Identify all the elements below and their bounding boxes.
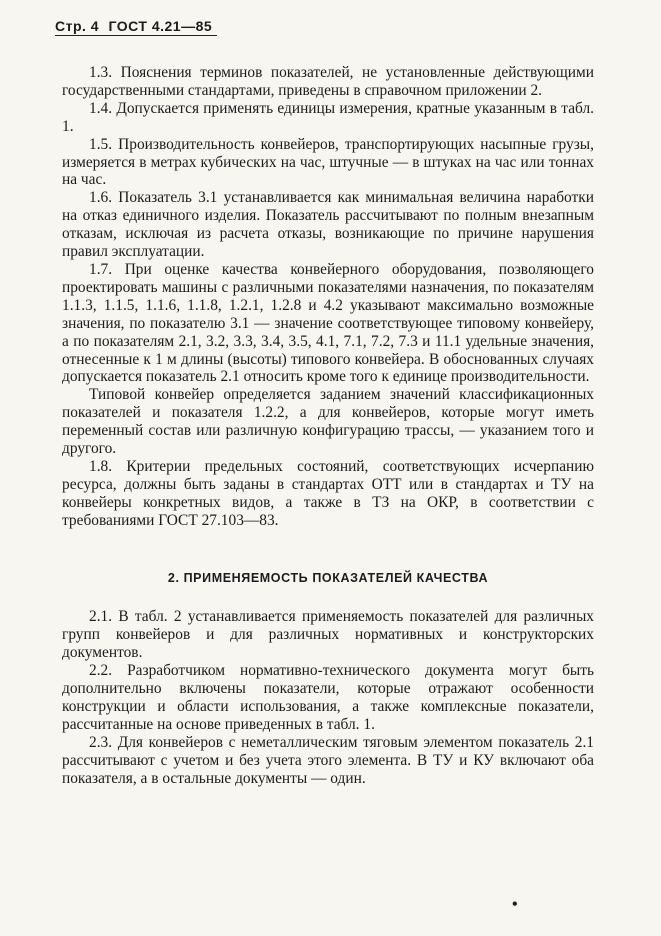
page-number: Стр. 4 xyxy=(55,18,100,34)
paragraph-1-5: 1.5. Производительность конвейеров, транспортирующих насыпные грузы, измеряется в метрах кубических на час, штучные — в штуках на час или тоннах на час. xyxy=(62,135,594,189)
document-body xyxy=(62,64,594,788)
paragraph-1-4: 1.4. Допускается применять единицы измерения, кратные указанным в табл. 1. xyxy=(62,99,594,135)
standard-number: ГОСТ 4.21—85 xyxy=(108,18,213,34)
paragraph-2-1: 2.1. В табл. 2 устанавливается применяемость показателей для различных групп конвейеров и для различных нормативных и конструкторских документов. xyxy=(62,608,594,662)
ink-mark: • xyxy=(512,896,518,913)
paragraph-1-3: 1.3. Пояснения терминов показателей, не установленные действующими государственными стандартами, приведены в справочном приложении 2. xyxy=(62,64,594,99)
paragraph-2-2: 2.2. Разработчиком нормативно-технического документа могут быть дополнительно включены показатели, которые отражают особенности конструкции и области использования, а также комплексные показатели, рассчитанные на основе приведенных в табл. 1. xyxy=(62,662,594,733)
paragraph-2-3: 2.3. Для конвейеров с неметаллическим тяговым элементом показатель 2.1 рассчитывают с учетом и без учета этого элемента. В ТУ и КУ включают оба показателя, а в остальные документы — один. xyxy=(62,733,594,787)
paragraph-1-6: 1.6. Показатель 3.1 устанавливается как минимальная величина наработки на отказ единичного изделия. Показатель рассчитывают по полным внезапным отказам, исключая из расчета отказы, возникающие по причине нарушения правил эксплуатации. xyxy=(62,189,594,261)
section-title: 2. ПРИМЕНЯЕМОСТЬ ПОКАЗАТЕЛЕЙ КАЧЕСТВА xyxy=(167,570,489,585)
paragraph-typical-conveyor: Типовой конвейер определяется заданием значений классификационных показателей и показателя 1.2.2, а для конвейеров, которые могут иметь переменный состав или различную конфигурацию трассы, — указанием того и другого. xyxy=(62,386,594,458)
paragraph-1-7: 1.7. При оценке качества конвейерного оборудования, позволяющего проектировать машины с различными показателями назначения, по показателям 1.1.3, 1.1.5, 1.1.6, 1.1.8, 1.2.1, 1.2.8 и 4.2 указывают максимально возможные значения, по показателю 3.1 — значение соответствующее типовому конвейеру, а по показателям 2.1, 3.2, 3.3, 3.4, 3.5, 4.1, 7.1, 7.2, 7.3 и 11.1 удельные значения, отнесенные к 1 м длины (высоты) типового конвейера. В обоснованных случаях допускается показатель 2.1 относить кроме того к единице производительности. xyxy=(62,260,594,386)
page-header xyxy=(55,18,217,36)
paragraph-1-8: 1.8. Критерии предельных состояний, соответствующих исчерпанию ресурса, должны быть заданы в стандартах ОТТ или в стандартах и ТУ на конвейеры конкретных видов, а также в ТЗ на ОКР, в соответствии с требованиями ГОСТ 27.103—83. xyxy=(62,457,594,529)
